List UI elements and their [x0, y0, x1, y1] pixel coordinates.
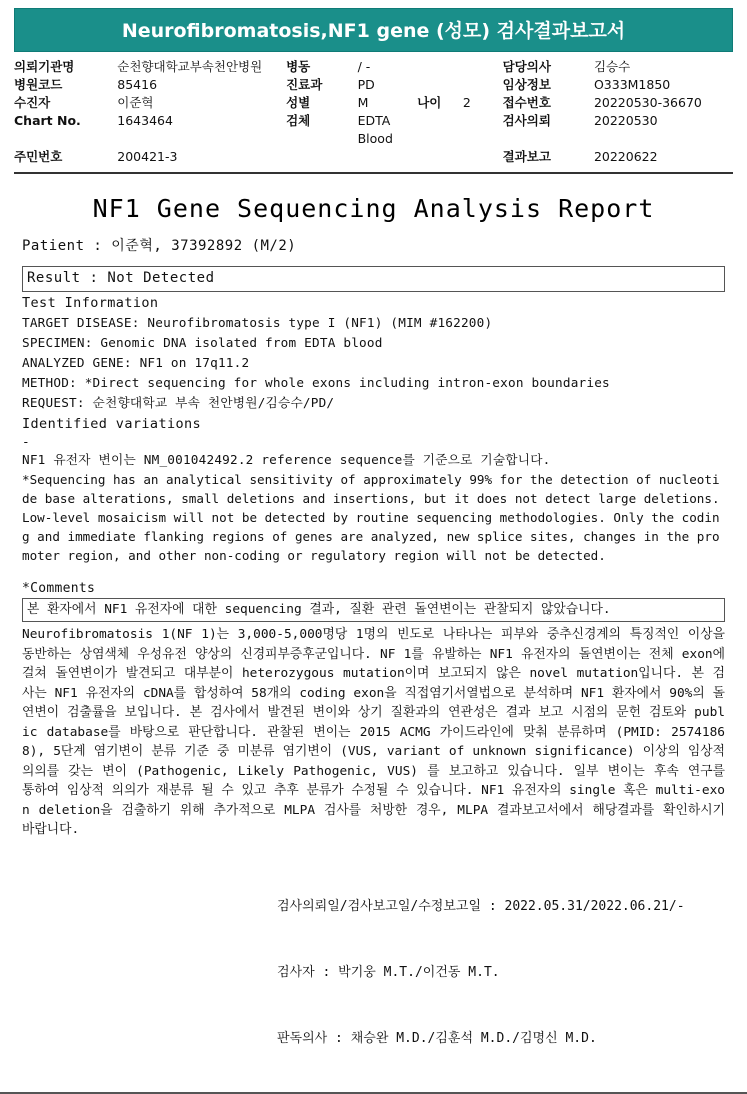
page-bottom-rule: [0, 1092, 747, 1094]
header-value: M: [357, 95, 369, 110]
patient-header-block: [14, 58, 733, 174]
result-box: Result : Not Detected: [22, 266, 725, 292]
header-value: 순천향대학교부속천안병원: [117, 59, 263, 74]
header-label: [417, 58, 463, 76]
header-label: 검체: [286, 113, 311, 128]
header-value: 2: [462, 95, 471, 110]
analytical-sensitivity-note: *Sequencing has an analytical sensitivity of approximately 99% for the detection of nucleotide base alterations, small deletions and insertions, but it does not detect large deletions. Low-level mosaicism will not be detected by routine sequencing methodologies. Only the coding and immediate flanking regions of genes are analyzed, new splice sites, changes in the promoter region, and other non-coding or regulatory region will not be detected.: [22, 472, 728, 563]
header-label: [417, 112, 463, 148]
header-label: 의뢰기관명: [14, 59, 75, 74]
header-value: 이준혁: [117, 95, 154, 110]
technologist-line: 검사자 : 박기웅 M.T./이건동 M.T.: [277, 964, 500, 980]
header-label: 주민번호: [14, 149, 63, 164]
header-value: 김승수: [593, 59, 631, 74]
header-value: 1643464: [117, 113, 173, 128]
signature-block: [22, 852, 725, 1094]
report-body: [22, 237, 733, 1094]
header-label: 진료과: [286, 77, 323, 92]
header-label: 임상정보: [502, 77, 551, 92]
signature-dates-line: 검사의뢰일/검사보고일/수정보고일 : 2022.05.31/2022.06.21/-: [277, 898, 685, 914]
header-label: 나이: [417, 95, 442, 110]
header-value: PD: [357, 77, 375, 92]
comment-detail-text: Neurofibromatosis 1(NF 1)는 3,000-5,000명당 1명의 빈도로 나타나는 피부와 중추신경계의 특징적인 이상을 동반하는 상염색체 우성유전 양상의 신경피부증후군입니다. NF 1를 유발하는 NF1 유전자의 돌연변이는 전체 exon에 걸쳐 돌연변이가 발견되고 대부분이 heterozygous mutation이며 보고되지 않은 novel mutation입니다. 본 검사는 NF1 유전자의 cDNA를 합성하여 58개의 coding exon을 직접염기서열법으로 분석하며 NF1 환자에서 90%의 돌연변이 검출률을 보입니다. 본 검사에서 발견된 변이와 상기 질환과의 연관성은 결과 보고 시점의 문헌 검토와 public database를 바탕으로 판단합니다. 관찰된 변이는 2015 ACMG 가이드라인에 맞춰 분류하며 (PMID: 25741868), 5단계 염기변이 분류 기준 중 미분류 염기변이 (VUS, variant of unknown significance) 이상의 임상적 의의를 갖는 변이 (Pathogenic, Likely Pathogenic, VUS) 를 보고하고 있습니다. 일부 변이는 후속 연구를 통하여 임상적 의의가 재분류 될 수 있고 추후 분류가 수정될 수 있습니다. NF1 유전자의 single 혹은 multi-exon deletion을 검출하기 위해 추가적으로 MLPA 검사를 처방한 경우, MLPA 결과보고서에서 해당결과를 확인하시기 바랍니다.: [22, 627, 733, 837]
report-page: [0, 8, 747, 1094]
identified-variations-label: Identified variations: [22, 416, 202, 432]
header-value: 200421-3: [117, 149, 178, 164]
header-label: 결과보고: [502, 149, 551, 164]
header-value: [463, 58, 503, 76]
physician-line: 판독의사 : 채승완 M.D./김훈석 M.D./김명신 M.D.: [277, 1030, 597, 1046]
test-info-line: SPECIMEN: Genomic DNA isolated from EDTA blood: [22, 335, 383, 350]
test-info-line: ANALYZED GENE: NF1 on 17q11.2: [22, 355, 250, 370]
dash-rule: -: [22, 434, 30, 449]
header-row: [14, 112, 733, 148]
header-value: [463, 76, 503, 94]
header-label: [417, 148, 463, 166]
test-info-line: REQUEST: 순천향대학교 부속 천안병원/김승수/PD/: [22, 395, 335, 410]
comment-summary-box: 본 환자에서 NF1 유전자에 대한 sequencing 결과, 질환 관련 돌연변이는 관찰되지 않았습니다.: [22, 598, 725, 622]
comments-label: *Comments: [22, 581, 96, 596]
header-value: 20220530-36670: [593, 95, 702, 110]
header-value: 20220622: [593, 149, 658, 164]
header-value: O333M1850: [593, 77, 671, 92]
test-info-line: TARGET DISEASE: Neurofibromatosis type I (NF1) (MIM #162200): [22, 315, 493, 330]
header-row: [14, 148, 733, 166]
header-value: 85416: [117, 77, 158, 92]
header-label: 수진자: [14, 95, 51, 110]
header-label: 병원코드: [14, 77, 63, 92]
patient-summary-line: Patient : 이준혁, 37392892 (M/2): [22, 238, 297, 254]
header-row: [14, 58, 733, 76]
header-label: 병동: [286, 59, 311, 74]
header-value: [463, 112, 503, 148]
header-value: [358, 148, 418, 166]
header-value: [463, 148, 503, 166]
test-information-label: Test Information: [22, 295, 159, 311]
header-label: [417, 76, 463, 94]
header-value: EDTA Blood: [357, 113, 393, 146]
header-value: 20220530: [593, 113, 658, 128]
report-heading: NF1 Gene Sequencing Analysis Report: [92, 194, 655, 223]
header-label: 담당의사: [502, 59, 551, 74]
header-value: / -: [357, 59, 371, 74]
reference-sequence-note: NF1 유전자 변이는 NM_001042492.2 reference sequence를 기준으로 기술합니다.: [22, 452, 551, 467]
report-title-bar: Neurofibromatosis,NF1 gene (성모) 검사결과보고서: [14, 8, 733, 52]
header-label: 성별: [286, 95, 311, 110]
header-label: 검사의뢰: [502, 113, 551, 128]
header-label: [286, 148, 358, 166]
header-row: [14, 76, 733, 94]
header-label: 접수번호: [502, 95, 551, 110]
header-label: Chart No.: [14, 113, 81, 128]
header-row: [14, 94, 733, 112]
test-info-line: METHOD: *Direct sequencing for whole exons including intron-exon boundaries: [22, 375, 610, 390]
